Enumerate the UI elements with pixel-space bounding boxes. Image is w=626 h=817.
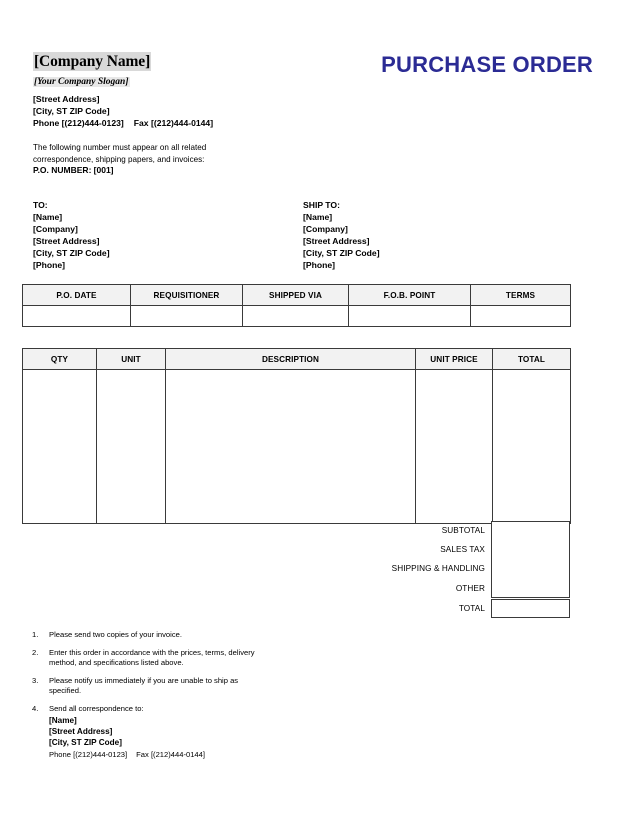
col-header-terms: TERMS bbox=[471, 285, 571, 306]
company-phone-fax bbox=[33, 117, 213, 129]
cell-description[interactable] bbox=[166, 370, 416, 524]
bill-to-company: [Company] bbox=[33, 224, 78, 235]
totals-row-shipping-handling bbox=[350, 559, 570, 578]
bill-to-phone: [Phone] bbox=[33, 260, 65, 271]
note-4-city: [City, ST ZIP Code] bbox=[49, 738, 122, 748]
po-number-note bbox=[33, 142, 206, 177]
totals-row-total bbox=[350, 599, 570, 618]
note-4-fax-value: [(212)444-0144] bbox=[150, 749, 205, 759]
note-2-line-1: Enter this order in accordance with the prices, terms, delivery bbox=[49, 647, 255, 657]
bill-to-heading: TO: bbox=[33, 200, 48, 210]
col-header-total: TOTAL bbox=[493, 349, 571, 370]
company-phone-label: Phone bbox=[33, 118, 60, 129]
bill-to-block bbox=[33, 199, 110, 272]
company-name: [Company Name] bbox=[34, 53, 151, 70]
company-slogan: [Your Company Slogan] bbox=[34, 77, 129, 88]
company-address-block bbox=[33, 93, 213, 129]
label-sales-tax: SALES TAX bbox=[440, 545, 485, 555]
note-number-4: 4. bbox=[32, 703, 39, 713]
ship-to-street: [Street Address] bbox=[303, 236, 370, 247]
note-number-3: 3. bbox=[32, 675, 39, 685]
cell-qty[interactable] bbox=[23, 370, 97, 524]
col-header-requisitioner: REQUISITIONER bbox=[131, 285, 243, 306]
col-header-fob-point: F.O.B. POINT bbox=[349, 285, 471, 306]
list-item bbox=[30, 704, 360, 760]
note-body-4 bbox=[49, 704, 360, 760]
cell-unit-price[interactable] bbox=[416, 370, 493, 524]
totals-row-subtotal bbox=[350, 521, 570, 540]
note-3-line-1: Please notify us immediately if you are unable to ship as bbox=[49, 675, 239, 685]
line-items-table bbox=[22, 348, 571, 524]
value-subtotal[interactable] bbox=[491, 521, 570, 540]
list-item bbox=[30, 648, 360, 669]
note-4-intro: Send all correspondence to: bbox=[49, 703, 144, 713]
po-number-row bbox=[33, 165, 206, 177]
label-subtotal: SUBTOTAL bbox=[441, 526, 485, 536]
note-4-fax-label: Fax bbox=[136, 749, 149, 759]
cell-fob-point[interactable] bbox=[349, 306, 471, 327]
table-row bbox=[23, 370, 571, 524]
value-shipping-handling[interactable] bbox=[491, 559, 570, 578]
bill-to-street: [Street Address] bbox=[33, 236, 100, 247]
note-body-2 bbox=[49, 648, 360, 669]
note-4-name: [Name] bbox=[49, 715, 77, 725]
company-phone-value: [(212)444-0123] bbox=[61, 118, 124, 129]
cell-total[interactable] bbox=[493, 370, 571, 524]
value-other[interactable] bbox=[491, 579, 570, 598]
ship-to-company: [Company] bbox=[303, 224, 348, 235]
ship-to-name: [Name] bbox=[303, 212, 333, 223]
company-street: [Street Address] bbox=[33, 94, 100, 104]
note-4-phone-fax bbox=[49, 749, 360, 760]
cell-terms[interactable] bbox=[471, 306, 571, 327]
document-header bbox=[33, 52, 593, 89]
note-number-1: 1. bbox=[32, 630, 39, 639]
label-other: OTHER bbox=[455, 583, 485, 593]
note-3-line-2: specified. bbox=[49, 686, 82, 696]
po-number-label: P.O. NUMBER: bbox=[33, 165, 92, 176]
value-total[interactable] bbox=[491, 599, 570, 618]
ship-to-phone: [Phone] bbox=[303, 260, 335, 271]
col-header-qty: QTY bbox=[23, 349, 97, 370]
line-items-header-row bbox=[23, 349, 571, 370]
company-fax-label: Fax bbox=[133, 118, 149, 129]
table-row bbox=[23, 306, 571, 327]
col-header-description: DESCRIPTION bbox=[166, 349, 416, 370]
col-header-unit: UNIT bbox=[97, 349, 166, 370]
label-shipping-handling: SHIPPING & HANDLING bbox=[391, 564, 485, 574]
cell-shipped-via[interactable] bbox=[243, 306, 349, 327]
totals-row-other bbox=[350, 579, 570, 598]
bill-to-city: [City, ST ZIP Code] bbox=[33, 248, 110, 259]
cell-requisitioner[interactable] bbox=[131, 306, 243, 327]
note-body-1 bbox=[49, 630, 360, 641]
ship-to-heading: SHIP TO: bbox=[303, 200, 340, 210]
ship-to-city: [City, ST ZIP Code] bbox=[303, 248, 380, 259]
label-total: TOTAL bbox=[458, 603, 485, 613]
note-2-line-2: method, and specifications listed above. bbox=[49, 658, 184, 668]
col-header-po-date: P.O. DATE bbox=[23, 285, 131, 306]
order-info-table bbox=[22, 284, 571, 327]
totals-row-sales-tax bbox=[350, 540, 570, 559]
cell-unit[interactable] bbox=[97, 370, 166, 524]
note-number-2: 2. bbox=[32, 647, 39, 657]
totals-section bbox=[350, 521, 570, 618]
note-4-street: [Street Address] bbox=[49, 726, 113, 736]
po-number-value: [001] bbox=[93, 165, 114, 176]
note-4-phone-label: Phone bbox=[49, 749, 71, 759]
note-1-line-1: Please send two copies of your invoice. bbox=[49, 630, 182, 639]
value-sales-tax[interactable] bbox=[491, 540, 570, 559]
cell-po-date[interactable] bbox=[23, 306, 131, 327]
col-header-unit-price: UNIT PRICE bbox=[416, 349, 493, 370]
footer-notes bbox=[30, 630, 360, 767]
company-fax-value: [(212)444-0144] bbox=[150, 118, 214, 129]
page-title: PURCHASE ORDER bbox=[381, 52, 593, 77]
list-item bbox=[30, 630, 360, 641]
note-body-3 bbox=[49, 676, 360, 697]
list-item bbox=[30, 676, 360, 697]
col-header-shipped-via: SHIPPED VIA bbox=[243, 285, 349, 306]
po-note-line-2: correspondence, shipping papers, and invoices: bbox=[33, 154, 205, 164]
order-info-header-row bbox=[23, 285, 571, 306]
bill-to-name: [Name] bbox=[33, 212, 63, 223]
company-city: [City, ST ZIP Code] bbox=[33, 106, 110, 117]
note-4-phone-value: [(212)444-0123] bbox=[73, 749, 128, 759]
ship-to-block bbox=[303, 199, 380, 272]
po-note-line-1: The following number must appear on all related bbox=[33, 143, 207, 152]
